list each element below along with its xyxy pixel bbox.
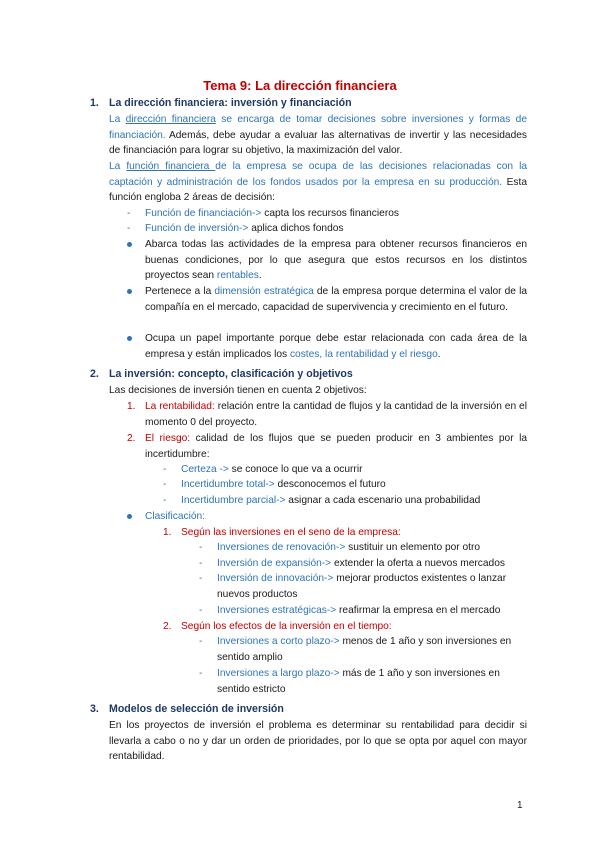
list-item: - Inversión de expansión-> extender la oferta a nuevos mercados (217, 556, 527, 572)
list-item: - Función de inversión-> aplica dichos fondos (145, 221, 527, 237)
section-2-intro: Las decisiones de inversión tienen en cuenta 2 objetivos: (109, 385, 367, 396)
section-2-number: 2. (90, 368, 99, 380)
term-funcion-financiera: función financiera (126, 161, 216, 172)
numbered-item: 1. La rentabilidad: relación entre la cantidad de flujos y la cantidad de la inversión en el momento 0 del proyecto. (127, 401, 527, 428)
dash-marker: - (163, 479, 167, 490)
dash-marker: - (199, 668, 203, 679)
list-item: - Inversiones a corto plazo-> menos de 1 año y son inversiones en sentido amplio (199, 636, 512, 663)
dash-marker: - (199, 573, 203, 584)
numbered-item: 1. Según las inversiones en el seno de la empresa: (181, 525, 527, 541)
dash-marker: - (127, 223, 131, 234)
dash-marker: - (199, 636, 203, 647)
numbered-item: 2. El riesgo: calidad de los flujos que se pueden producir en 3 ambientes por la incertidumbre: (127, 433, 527, 460)
dash-marker: - (199, 558, 203, 569)
dash-marker: - (127, 208, 131, 219)
section-3-heading (90, 702, 284, 718)
section-3-paragraph: En los proyectos de inversión el problema es determinar su rentabilidad para decidir si llevarla a cabo o no y dar un orden de prioridades, por lo que se opta por aquel con mayor rentabilidad. (109, 720, 527, 762)
section-1-heading (90, 96, 352, 112)
section-3-number: 3. (90, 703, 99, 715)
bullet-dot-icon (127, 514, 132, 519)
section-2-heading (90, 367, 353, 383)
bullet-item: Pertenece a la dimensión estratégica de la empresa porque determina el valor de la compañía en el mercado, capacidad de supervivencia y crecimiento en el futuro. (145, 284, 527, 315)
bullet-item: Abarca todas las actividades de la empresa para obtener recursos financieros en buenas condiciones, por lo que asegura que estos recursos en los distintos proyectos sean rentables. (145, 237, 527, 284)
number-marker: 1. (127, 401, 136, 412)
number-marker: 2. (127, 433, 136, 444)
section-1-paragraph-2: La función financiera de la empresa se ocupa de las decisiones relacionadas con la captación y administración de los fondos usados por la empresa en su producción. Esta función engloba 2 áreas de decisión: (109, 161, 528, 203)
bullet-dot-icon (127, 289, 132, 294)
numbered-item: 2. Según los efectos de la inversión en el tiempo: (181, 619, 527, 635)
bullet-item (145, 509, 527, 525)
list-item: - Incertidumbre total-> desconocemos el futuro (181, 477, 527, 493)
number-marker: 1. (163, 527, 172, 538)
list-item: - Inversiones de renovación-> sustituir un elemento por otro (217, 540, 527, 556)
page-title: Tema 9: La dirección financiera (203, 78, 397, 93)
list-item: - Incertidumbre parcial-> asignar a cada escenario una probabilidad (181, 493, 527, 509)
bullet-item: Ocupa un papel importante porque debe estar relacionada con cada área de la empresa y están implicados los costes, la rentabilidad y el riesgo. (145, 331, 527, 362)
term-direccion-financiera: dirección financiera (125, 114, 216, 125)
dash-marker: - (199, 542, 203, 553)
dash-marker: - (199, 605, 203, 616)
page-number: 1 (517, 800, 523, 811)
dash-marker: - (163, 495, 167, 506)
list-item: - Inversión de innovación-> mejorar productos existentes o lanzar nuevos productos (199, 573, 507, 600)
list-item: - Certeza -> se conoce lo que va a ocurrir (181, 462, 527, 478)
section-1-title: La dirección financiera: inversión y financiación (109, 97, 352, 109)
list-item: - Inversiones a largo plazo-> más de 1 año y son inversiones en sentido estricto (199, 668, 500, 695)
list-item: - Inversiones estratégicas-> reafirmar la empresa en el mercado (217, 603, 527, 619)
section-1-paragraph-1: La dirección financiera se encarga de tomar decisiones sobre inversiones y formas de financiación. Además, debe ayudar a evaluar las alternativas de invertir y las necesidades de financiación para lograr su objetivo, la maximización del valor. (109, 114, 527, 156)
classification-label: Clasificación: (145, 511, 206, 522)
section-2-title: La inversión: concepto, clasificación y objetivos (109, 368, 353, 380)
number-marker: 2. (163, 621, 172, 632)
bullet-dot-icon (127, 242, 132, 247)
dash-marker: - (163, 464, 167, 475)
section-1-number: 1. (90, 97, 99, 109)
bullet-dot-icon (127, 336, 132, 341)
section-3-title: Modelos de selección de inversión (109, 703, 284, 715)
list-item: - Función de financiación-> capta los recursos financieros (145, 206, 527, 222)
